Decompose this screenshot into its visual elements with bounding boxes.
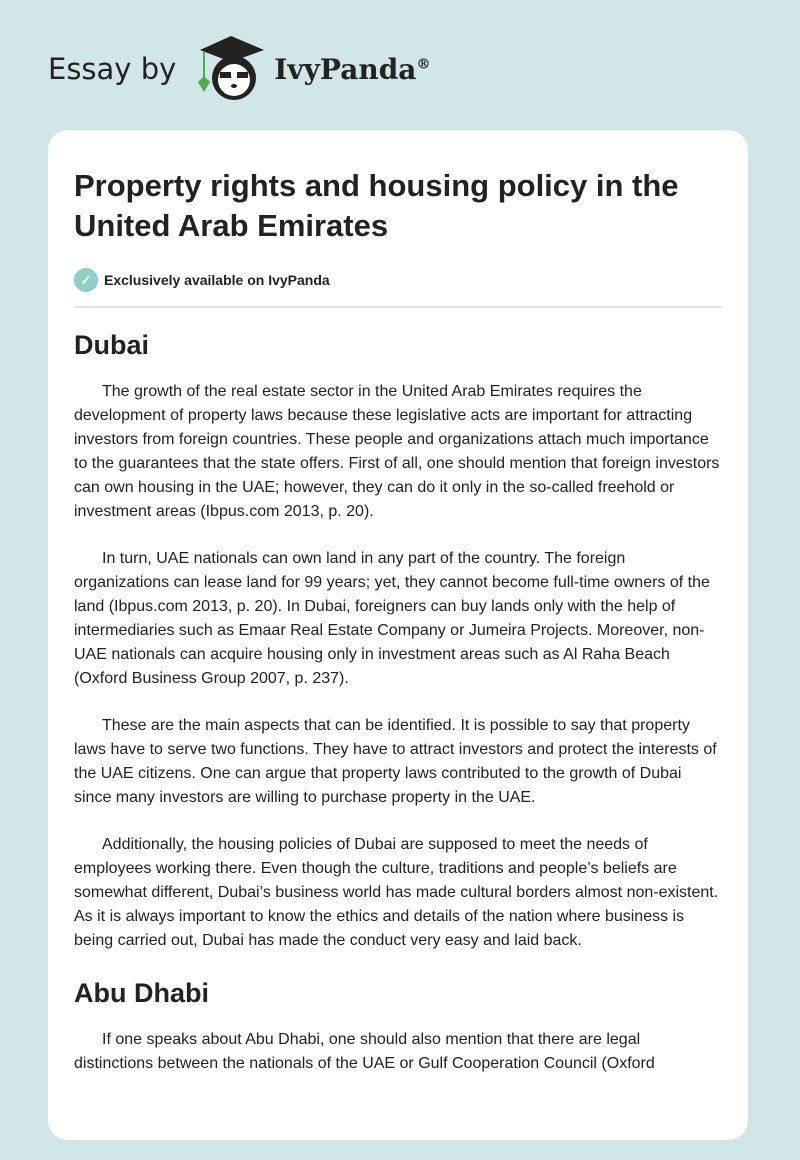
essay-title: Property rights and housing policy in the United Arab Emirates	[74, 168, 679, 243]
paragraph: These are the main aspects that can be identified. It is possible to say that property laws have to serve two functions. They have to attract investors and protect the interests of the UAE citizens. One can argue that property laws contributed to the growth of Dubai since many investors are willing to purchase property in the UAE.	[74, 717, 717, 806]
check-icon: ✓	[74, 268, 98, 292]
divider	[74, 306, 722, 308]
site-header	[48, 34, 430, 104]
section-heading: Abu Dhabi	[74, 978, 209, 1008]
registered-mark: ®	[416, 56, 431, 73]
paragraph: The growth of the real estate sector in the United Arab Emirates requires the development of property laws because these legislative acts are important for attracting investors from foreign countries. These people and organizations attach much importance to the guarantees that the state offers. First of all, one should mention that foreign investors can own housing in the UAE; however, they can do it only in the so-called freehold or investment areas (Ibpus.com 2013, p. 20).	[74, 383, 720, 520]
essay-by-label: Essay by	[48, 52, 177, 86]
section-heading: Dubai	[74, 330, 150, 360]
paragraph: Additionally, the housing policies of Dubai are supposed to meet the needs of employees working there. Even though the culture, traditions and people’s beliefs are somewhat different, Dubai’s business world has made cultural borders almost non-existent. As it is always important to know the ethics and details of the nation where business is being carried out, Dubai has made the conduct very easy and laid back.	[74, 836, 719, 949]
ivypanda-logo-icon[interactable]	[196, 34, 266, 104]
essay-card	[48, 130, 748, 1140]
brand-name[interactable]	[274, 53, 430, 86]
exclusive-badge	[74, 268, 722, 292]
badge-text: Exclusively available on IvyPanda	[104, 272, 330, 288]
paragraph: If one speaks about Abu Dhabi, one should also mention that there are legal distinctions between the nationals of the UAE or Gulf Cooperation Council (Oxford	[74, 1031, 655, 1072]
brand-text: IvyPanda	[274, 52, 417, 86]
paragraph: In turn, UAE nationals can own land in any part of the country. The foreign organizations can lease land for 99 years; yet, they cannot become full-time owners of the land (Ibpus.com 2013, p. 20). In Dubai, foreigners can buy lands only with the help of intermediaries such as Emaar Real Estate Company or Jumeira Projects. Moreover, non-UAE nationals can acquire housing only in investment areas such as Al Raha Beach (Oxford Business Group 2007, p. 237).	[74, 550, 710, 687]
